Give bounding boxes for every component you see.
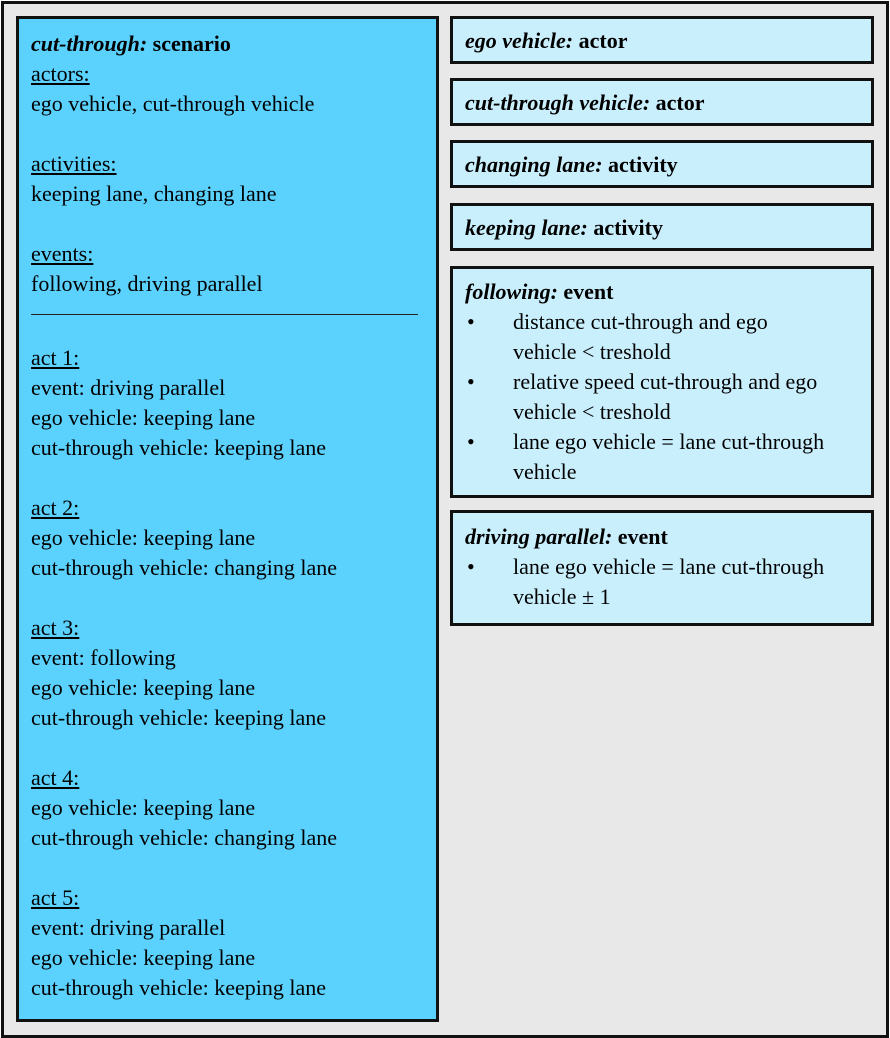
- definition-cut-through-vehicle: [450, 78, 874, 126]
- act-title: act 5:: [31, 885, 80, 910]
- act-title: act 1:: [31, 345, 80, 370]
- act-title: act 4:: [31, 765, 80, 790]
- act-title: act 3:: [31, 615, 80, 640]
- act-line: event: driving parallel: [31, 375, 226, 400]
- event-type: event: [563, 279, 614, 304]
- events-list: following, driving parallel: [31, 271, 263, 296]
- event-name: following:: [465, 279, 558, 304]
- bullet-icon: •: [467, 369, 475, 394]
- act-line: cut-through vehicle: keeping lane: [31, 975, 327, 1000]
- act-5: [31, 883, 424, 1003]
- scenario-header: [31, 29, 424, 59]
- act-line: cut-through vehicle: changing lane: [31, 825, 338, 850]
- actors-list: ego vehicle, cut-through vehicle: [31, 91, 315, 116]
- act-3: [31, 613, 424, 733]
- scenario-name: cut-through:: [31, 31, 148, 56]
- condition-text: distance cut-through and ego vehicle < treshold: [513, 309, 768, 364]
- event-name: driving parallel:: [465, 524, 613, 549]
- definition-ego-vehicle: [450, 16, 874, 64]
- definition-name: cut-through vehicle:: [465, 90, 651, 115]
- definition-name: ego vehicle:: [465, 28, 574, 53]
- divider: [31, 314, 418, 315]
- activities-heading: activities:: [31, 151, 117, 176]
- act-line: ego vehicle: keeping lane: [31, 945, 256, 970]
- event-driving-parallel: [450, 510, 874, 626]
- act-title: act 2:: [31, 495, 80, 520]
- actors-heading: actors:: [31, 61, 90, 86]
- act-line: ego vehicle: keeping lane: [31, 795, 256, 820]
- act-2: [31, 493, 424, 583]
- act-line: ego vehicle: keeping lane: [31, 675, 256, 700]
- bullet-icon: •: [467, 554, 475, 579]
- act-line: cut-through vehicle: keeping lane: [31, 435, 327, 460]
- condition-text: lane ego vehicle = lane cut-through vehicle ± 1: [513, 554, 825, 609]
- act-line: cut-through vehicle: changing lane: [31, 555, 338, 580]
- act-line: event: following: [31, 645, 176, 670]
- bullet-icon: •: [467, 309, 475, 334]
- condition-list: [465, 307, 859, 487]
- condition-item: [465, 427, 859, 487]
- definition-type: activity: [593, 215, 663, 240]
- condition-item: [465, 307, 859, 367]
- condition-item: [465, 367, 859, 427]
- scenario-box: [16, 16, 439, 1022]
- definition-keeping-lane: [450, 203, 874, 251]
- definition-changing-lane: [450, 140, 874, 188]
- events-heading: events:: [31, 241, 94, 266]
- definition-type: actor: [578, 28, 628, 53]
- definition-type: actor: [655, 90, 705, 115]
- act-line: ego vehicle: keeping lane: [31, 405, 256, 430]
- bullet-icon: •: [467, 429, 475, 454]
- act-line: event: driving parallel: [31, 915, 226, 940]
- act-line: ego vehicle: keeping lane: [31, 525, 256, 550]
- scenario-type: scenario: [152, 31, 231, 56]
- act-1: [31, 343, 424, 463]
- activities-list: keeping lane, changing lane: [31, 181, 277, 206]
- act-line: cut-through vehicle: keeping lane: [31, 705, 327, 730]
- condition-text: lane ego vehicle = lane cut-through vehicle: [513, 429, 825, 484]
- definition-name: changing lane:: [465, 152, 603, 177]
- act-4: [31, 763, 424, 853]
- condition-list: [465, 552, 859, 612]
- definition-name: keeping lane:: [465, 215, 588, 240]
- definition-type: activity: [608, 152, 678, 177]
- event-type: event: [617, 524, 668, 549]
- condition-text: relative speed cut-through and ego vehicle < treshold: [513, 369, 818, 424]
- event-following: [450, 266, 874, 498]
- condition-item: [465, 552, 859, 612]
